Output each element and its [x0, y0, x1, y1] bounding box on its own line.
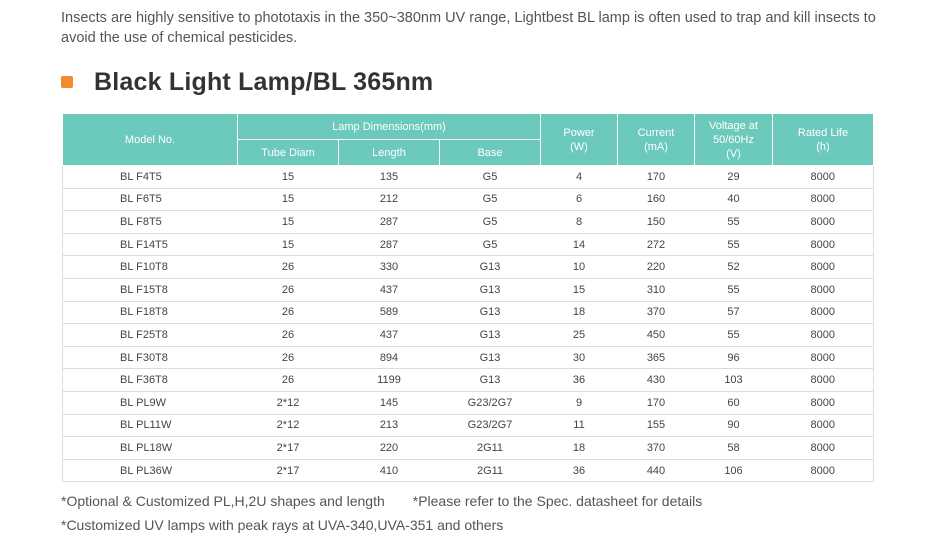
table-row [63, 256, 874, 279]
intro-text: Insects are highly sensitive to phototaxis in the 350~380nm UV range, Lightbest BL lamp is often used to trap and kill insects to avoid the use of chemical pesticides. [61, 10, 876, 46]
table-cell: G13 [440, 369, 541, 392]
table-cell: 287 [339, 211, 440, 234]
table-cell: 14 [541, 233, 618, 256]
table-cell: 36 [541, 459, 618, 482]
table-cell: 2*17 [238, 459, 339, 482]
section-title: Black Light Lamp/BL 365nm [94, 67, 434, 96]
table-cell: 410 [339, 459, 440, 482]
table-cell: 170 [618, 391, 695, 414]
table-cell: 90 [695, 414, 773, 437]
table-row [63, 211, 874, 234]
header-dimensions: Lamp Dimensions(mm) [238, 114, 541, 140]
table-cell: 213 [339, 414, 440, 437]
table-cell: 103 [695, 369, 773, 392]
table-cell: BL F8T5 [63, 211, 238, 234]
table-cell: 96 [695, 346, 773, 369]
table-cell: 18 [541, 437, 618, 460]
table-cell: 287 [339, 233, 440, 256]
table-cell: 8000 [773, 211, 874, 234]
table-cell: 55 [695, 211, 773, 234]
note-refer: *Please refer to the Spec. datasheet for details [412, 493, 703, 509]
header-model: Model No. [63, 114, 238, 166]
table-cell: 57 [695, 301, 773, 324]
spec-table [62, 113, 874, 482]
table-cell: G13 [440, 346, 541, 369]
note-optional: *Optional & Customized PL,H,2U shapes and length [61, 493, 385, 509]
header-base: Base [440, 140, 541, 166]
table-cell: 450 [618, 324, 695, 347]
table-cell: 150 [618, 211, 695, 234]
table-cell: 437 [339, 324, 440, 347]
table-cell: BL F15T8 [63, 278, 238, 301]
table-cell: 8000 [773, 437, 874, 460]
table-cell: 36 [541, 369, 618, 392]
table-cell: 6 [541, 188, 618, 211]
table-row [63, 233, 874, 256]
table-cell: 8000 [773, 324, 874, 347]
table-cell: 2*12 [238, 414, 339, 437]
table-row [63, 346, 874, 369]
table-cell: G13 [440, 324, 541, 347]
table-cell: 8000 [773, 278, 874, 301]
table-cell: 145 [339, 391, 440, 414]
table-cell: 55 [695, 278, 773, 301]
table-cell: 2*12 [238, 391, 339, 414]
table-cell: 365 [618, 346, 695, 369]
table-cell: 58 [695, 437, 773, 460]
table-cell: 25 [541, 324, 618, 347]
table-cell: 26 [238, 256, 339, 279]
orange-square-icon [61, 76, 73, 88]
table-cell: 106 [695, 459, 773, 482]
table-row [63, 166, 874, 189]
table-cell: G13 [440, 256, 541, 279]
table-row [63, 188, 874, 211]
table-cell: 26 [238, 324, 339, 347]
table-cell: BL PL36W [63, 459, 238, 482]
table-cell: 10 [541, 256, 618, 279]
table-cell: 8000 [773, 188, 874, 211]
table-cell: 220 [618, 256, 695, 279]
table-cell: G23/2G7 [440, 391, 541, 414]
table-cell: 437 [339, 278, 440, 301]
table-cell: G5 [440, 211, 541, 234]
table-cell: BL F10T8 [63, 256, 238, 279]
table-cell: 220 [339, 437, 440, 460]
table-cell: 15 [238, 233, 339, 256]
table-cell: G13 [440, 301, 541, 324]
table-cell: 26 [238, 369, 339, 392]
table-cell: 18 [541, 301, 618, 324]
table-cell: 8000 [773, 391, 874, 414]
table-cell: 4 [541, 166, 618, 189]
table-row [63, 324, 874, 347]
table-cell: BL F18T8 [63, 301, 238, 324]
table-cell: 8000 [773, 256, 874, 279]
table-cell: 26 [238, 301, 339, 324]
table-cell: 155 [618, 414, 695, 437]
table-cell: 55 [695, 324, 773, 347]
table-cell: 8000 [773, 459, 874, 482]
table-cell: 430 [618, 369, 695, 392]
table-cell: 8 [541, 211, 618, 234]
table-cell: BL F4T5 [63, 166, 238, 189]
header-current: Current (mA) [618, 114, 695, 166]
table-cell: 8000 [773, 301, 874, 324]
table-cell: 2G11 [440, 437, 541, 460]
table-cell: 272 [618, 233, 695, 256]
table-cell: G5 [440, 188, 541, 211]
table-cell: 310 [618, 278, 695, 301]
table-cell: BL F6T5 [63, 188, 238, 211]
table-cell: G5 [440, 233, 541, 256]
table-cell: 2G11 [440, 459, 541, 482]
table-cell: 26 [238, 278, 339, 301]
table-cell: 330 [339, 256, 440, 279]
table-cell: 8000 [773, 166, 874, 189]
spec-table-body [63, 166, 874, 482]
header-rated-life: Rated Life (h) [773, 114, 874, 166]
table-cell: 26 [238, 346, 339, 369]
table-cell: 40 [695, 188, 773, 211]
table-cell: 55 [695, 233, 773, 256]
table-cell: 29 [695, 166, 773, 189]
header-voltage: Voltage at 50/60Hz (V) [695, 114, 773, 166]
table-cell: BL F25T8 [63, 324, 238, 347]
table-row [63, 414, 874, 437]
table-cell: 15 [238, 166, 339, 189]
table-cell: 30 [541, 346, 618, 369]
table-cell: G13 [440, 278, 541, 301]
table-row [63, 459, 874, 482]
table-cell: 15 [541, 278, 618, 301]
table-row [63, 301, 874, 324]
table-cell: 170 [618, 166, 695, 189]
table-cell: 60 [695, 391, 773, 414]
table-cell: 1199 [339, 369, 440, 392]
section-heading [61, 64, 433, 100]
table-cell: 894 [339, 346, 440, 369]
header-power: Power (W) [541, 114, 618, 166]
table-cell: 8000 [773, 233, 874, 256]
table-cell: 15 [238, 188, 339, 211]
table-cell: G23/2G7 [440, 414, 541, 437]
table-cell: BL F36T8 [63, 369, 238, 392]
header-length: Length [339, 140, 440, 166]
table-cell: 8000 [773, 414, 874, 437]
table-cell: 2*17 [238, 437, 339, 460]
table-cell: BL PL11W [63, 414, 238, 437]
table-cell: 8000 [773, 369, 874, 392]
table-cell: 135 [339, 166, 440, 189]
table-cell: 370 [618, 437, 695, 460]
table-cell: 11 [541, 414, 618, 437]
table-row [63, 369, 874, 392]
table-cell: 160 [618, 188, 695, 211]
table-cell: BL F14T5 [63, 233, 238, 256]
table-cell: 8000 [773, 346, 874, 369]
table-row [63, 391, 874, 414]
table-cell: 52 [695, 256, 773, 279]
note-customized: *Customized UV lamps with peak rays at UVA-340,UVA-351 and others [61, 517, 504, 533]
table-cell: BL PL18W [63, 437, 238, 460]
header-tube-diam: Tube Diam [238, 140, 339, 166]
table-cell: BL F30T8 [63, 346, 238, 369]
table-cell: 15 [238, 211, 339, 234]
table-cell: BL PL9W [63, 391, 238, 414]
table-cell: 212 [339, 188, 440, 211]
table-cell: 440 [618, 459, 695, 482]
table-row [63, 278, 874, 301]
table-row [63, 437, 874, 460]
table-cell: 370 [618, 301, 695, 324]
table-cell: G5 [440, 166, 541, 189]
table-cell: 9 [541, 391, 618, 414]
table-cell: 589 [339, 301, 440, 324]
footnotes [61, 489, 702, 537]
